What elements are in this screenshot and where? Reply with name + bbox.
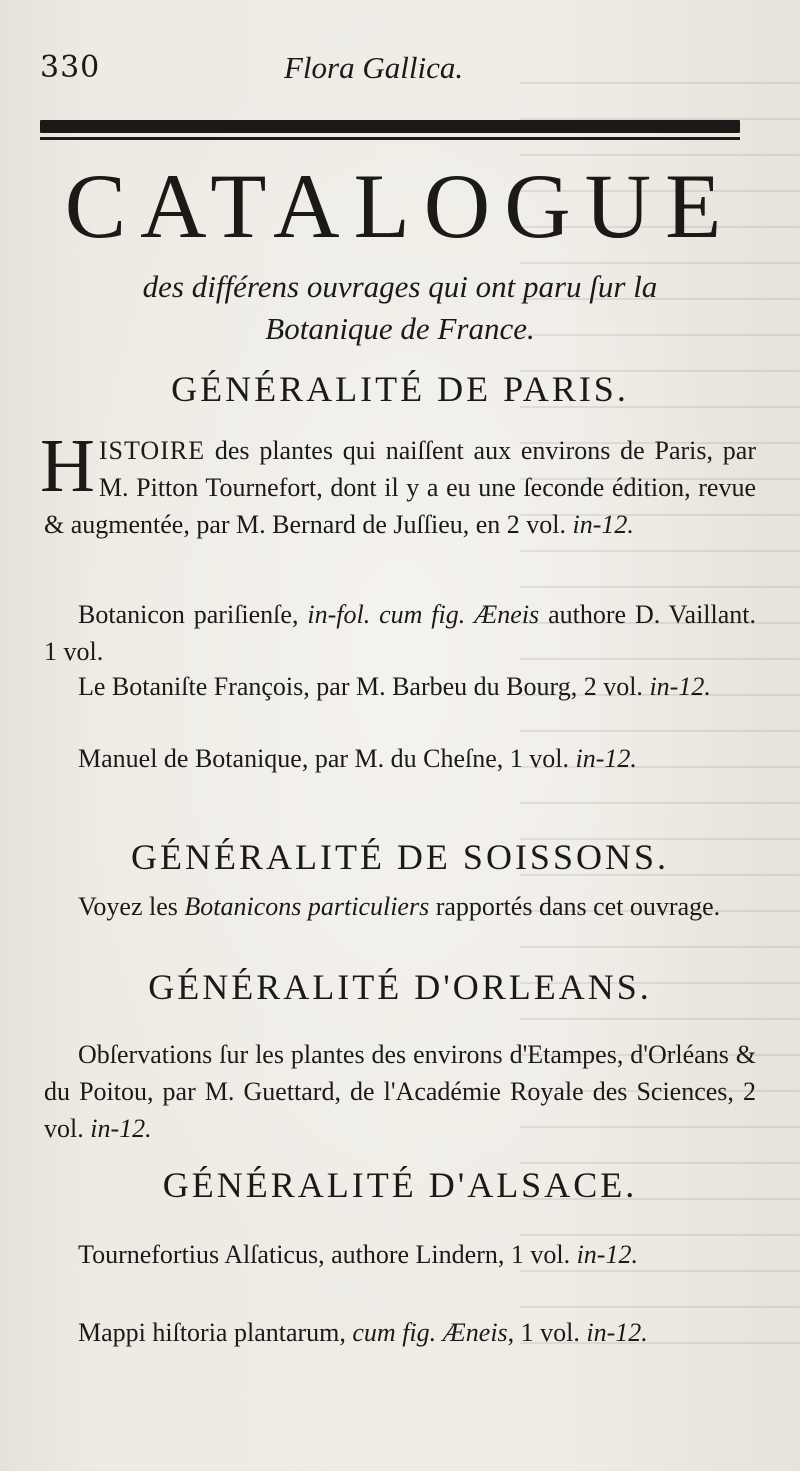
section-heading-orleans: GÉNÉRALITÉ D'ORLEANS. xyxy=(148,967,652,1007)
entry-observations-etampes xyxy=(44,1036,756,1147)
subtitle-line-2: Botanique de France. xyxy=(265,311,535,346)
subtitle-line-1: des différens ouvrages qui ont paru ſur la xyxy=(142,269,658,304)
entry-format: in-12. xyxy=(90,1114,152,1143)
entry-format: in-12. xyxy=(649,672,711,701)
entry-histoire-des-plantes xyxy=(40,424,756,543)
entry-format: in-12. xyxy=(572,510,634,539)
entry-botaniste-francois xyxy=(44,668,756,705)
entry-text-end: authore D. Vaillant. 1 vol. xyxy=(44,600,757,666)
section-heading-alsace: GÉNÉRALITÉ D'ALSACE. xyxy=(162,1165,638,1205)
entry-text: Le Botaniſte François, par M. Barbeu du Bourg, 2 vol. xyxy=(78,672,650,701)
entry-italic: in-fol. cum fig. Æneis xyxy=(307,600,540,629)
entry-text: Tournefortius Alſaticus, authore Lindern, 1 vol. xyxy=(78,1240,577,1269)
entry-text: Manuel de Botanique, par M. du Cheſne, 1 vol. xyxy=(78,744,576,773)
entry-manuel-de-botanique xyxy=(44,740,756,777)
entry-text-mid: , 1 vol. xyxy=(507,1318,587,1347)
entry-mappi-historia xyxy=(44,1314,756,1351)
entry-italic: Botanicons particuliers xyxy=(184,892,430,921)
entry-format: in-12. xyxy=(576,1240,638,1269)
entry-tournefortius-alsaticus xyxy=(44,1236,756,1273)
entry-italic: cum fig. Æneis xyxy=(352,1318,508,1347)
entry-format: in-12. xyxy=(586,1318,648,1347)
entry-text-end: rapportés dans cet ouvrage. xyxy=(429,892,721,921)
entry-text: Mappi hiſtoria plantarum, xyxy=(78,1318,353,1347)
section-heading-paris: GÉNÉRALITÉ DE PARIS. xyxy=(171,369,629,409)
header-rule-thin xyxy=(40,137,740,140)
entry-text: des plantes qui naiſſent aux environs de Paris, par M. Pitton Tournefort, dont il y a eu une ſeconde édition, revue & augmentée, par M. Bernard de Juſſieu, en 2 vol. xyxy=(44,436,756,539)
entry-lead-word: ISTOIRE xyxy=(98,436,206,465)
entry-text: Botanicon pariſienſe, xyxy=(78,600,308,629)
entry-text: Voyez les xyxy=(78,892,185,921)
drop-cap: H xyxy=(40,424,95,508)
entry-botanicon-parisiense xyxy=(44,596,756,670)
entry-text: Obſervations ſur les plantes des environs d'Etampes, d'Orléans & du Poitou, par M. Guettard, de l'Académie Royale des Sciences, 2 vol. xyxy=(44,1040,756,1143)
section-heading-soissons: GÉNÉRALITÉ DE SOISSONS. xyxy=(130,837,669,877)
entry-format: in-12. xyxy=(575,744,637,773)
entry-voyez-les-botanicons xyxy=(44,888,756,925)
catalogue-subtitle xyxy=(40,266,760,350)
header-rule-thick xyxy=(40,120,740,133)
running-title: Flora Gallica. xyxy=(284,50,464,85)
catalogue-title: CATALOGUE xyxy=(64,155,736,257)
page-number: 330 xyxy=(40,50,101,85)
page-header xyxy=(34,40,740,92)
